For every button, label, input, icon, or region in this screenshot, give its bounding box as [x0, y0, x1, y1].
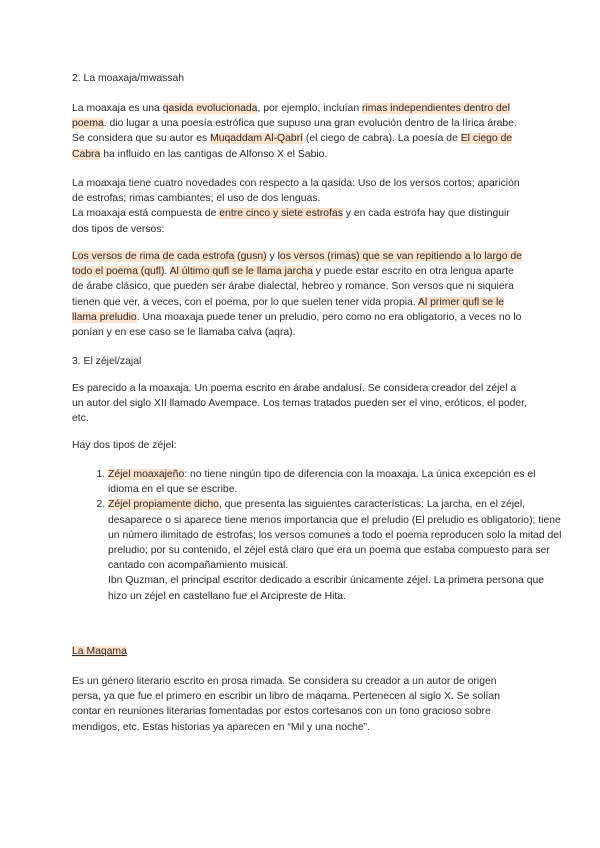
highlight-gusn: Los versos de rima de cada estrofa (gusn): [72, 251, 267, 262]
maqama-heading: La Maqama: [72, 646, 127, 657]
highlight-author: Muqaddam Al-Qabrí: [210, 133, 304, 145]
maqama-paragraph: Es un género literario escrito en prosa rimada. Se considera su creador a un autor de origen persa, ya que fue el primero en escribir un libro de maqama. Pertenecen al siglo X. Se solían contar en reuniones literarias fomentadas por estos cortesanos con un tono gracioso sobre mendigos, etc. Estas historias ya aparecen en “Mil y una noche”.: [72, 676, 500, 733]
section-3-paragraph-1: Es parecido a la moaxaja. Un poema escrito en árabe andalusí. Se considera creador del zéjel a un autor del siglo XII llamado Avempace. Los temas tratados pueden ser el vino, eróticos, el poder, etc.: [72, 383, 527, 425]
section-2-paragraph-3: Los versos de rima de cada estrofa (gusn) y los versos (rimas) que se van repitiendo a lo largo de todo el poema (qufl). Al último qufl se le llama jarcha y puede estar escrito en otra lengua aparte de árabe clásico, que pueden ser árabe dialectal, hebreo y romance. Son versos que ni siquiera tienen que ver, a veces, con el poema, por lo que suelen tener vida propia. Al primer qufl se le llama preludio. Una moaxaja puede tener un preludio, pero como no era obligatorio, a veces no lo ponían y en ese caso se le llamaba calva (aqra).: [72, 251, 522, 339]
list-item: 2. Zéjel propiamente dicho, que presenta las siguientes características: La jarcha, en el zéjel, desaparece o si aparece tiene menos importancia que el preludio (El preludio es obligatorio); tiene un número ilimitado de estrofas; los versos comunes a todo el poema reproducen solo la mitad del preludio; por su contenido, el zéjel está claro que era un poema que estaba compuesto para ser cantado con acompañamiento musical. Ibn Quzman, el principal escritor dedicado a escribir únicamente zéjel. La primera persona que hizo un zéjel en castellano fue el Arcipreste de Hita.: [108, 497, 564, 603]
highlight-zejel-propiamente: Zéjel propiamente dicho: [108, 499, 219, 511]
section-3-paragraph-2: Hay dos tipos de zéjel:: [72, 440, 177, 451]
highlight-preludio: Al primer qufl se le llama preludio: [72, 296, 505, 323]
section-2-paragraph-1: La moaxaja es una qasida evolucionada, por ejemplo, incluían rimas independientes dentro del poema. dio lugar a una poesía estrófica que supuso una gran evolución dentro de la lírica árabe. Se considera que su autor es Muqaddam Al-Qabrí (el ciego de cabra). La poesía de El ciego de Cabra ha influido en las cantigas de Alfonso X el Sabio.: [72, 103, 517, 160]
highlight-estrofas: entre cinco y siete estrofas: [219, 208, 343, 220]
highlight-jarcha: Al último qufl se le llama jarcha: [169, 266, 313, 278]
highlight-ciego: El ciego de Cabra: [72, 133, 513, 160]
highlight-qasida: qasida evolucionada: [162, 103, 258, 114]
list-item-continuation: Ibn Quzman, el principal escritor dedicado a escribir únicamente zéjel. La primera persona que hizo un zéjel en castellano fue el Arcipreste de Hita.: [108, 575, 545, 602]
highlight-qufl: los versos (rimas) que se van repitiendo a lo largo de todo el poema (qufl): [72, 251, 522, 278]
section-2-paragraph-2: La moaxaja tiene cuatro novedades con respecto a la qasida: Uso de los versos cortos; aparición de estrofas; rimas cambiantes; el uso de dos lenguas. La moaxaja está compuesta de entre cinco y siete estrofas y en cada estrofa hay que distinguir dos tipos de versos:: [72, 178, 520, 235]
highlight-rimas: rimas independientes dentro del poema: [72, 103, 510, 130]
highlight-zejel-moaxajeno: Zéjel moaxajeño: [108, 469, 185, 480]
section-3-heading: 3. El zéjel/zajal: [72, 356, 142, 367]
section-2-heading: 2. La moaxaja/mwassah: [72, 73, 185, 84]
list-item: 1. Zéjel moaxajeño: no tiene ningún tipo de diferencia con la moaxaja. La única excepción es el idioma en el que se escribe.: [108, 467, 564, 497]
zejel-types-list: [72, 467, 564, 604]
